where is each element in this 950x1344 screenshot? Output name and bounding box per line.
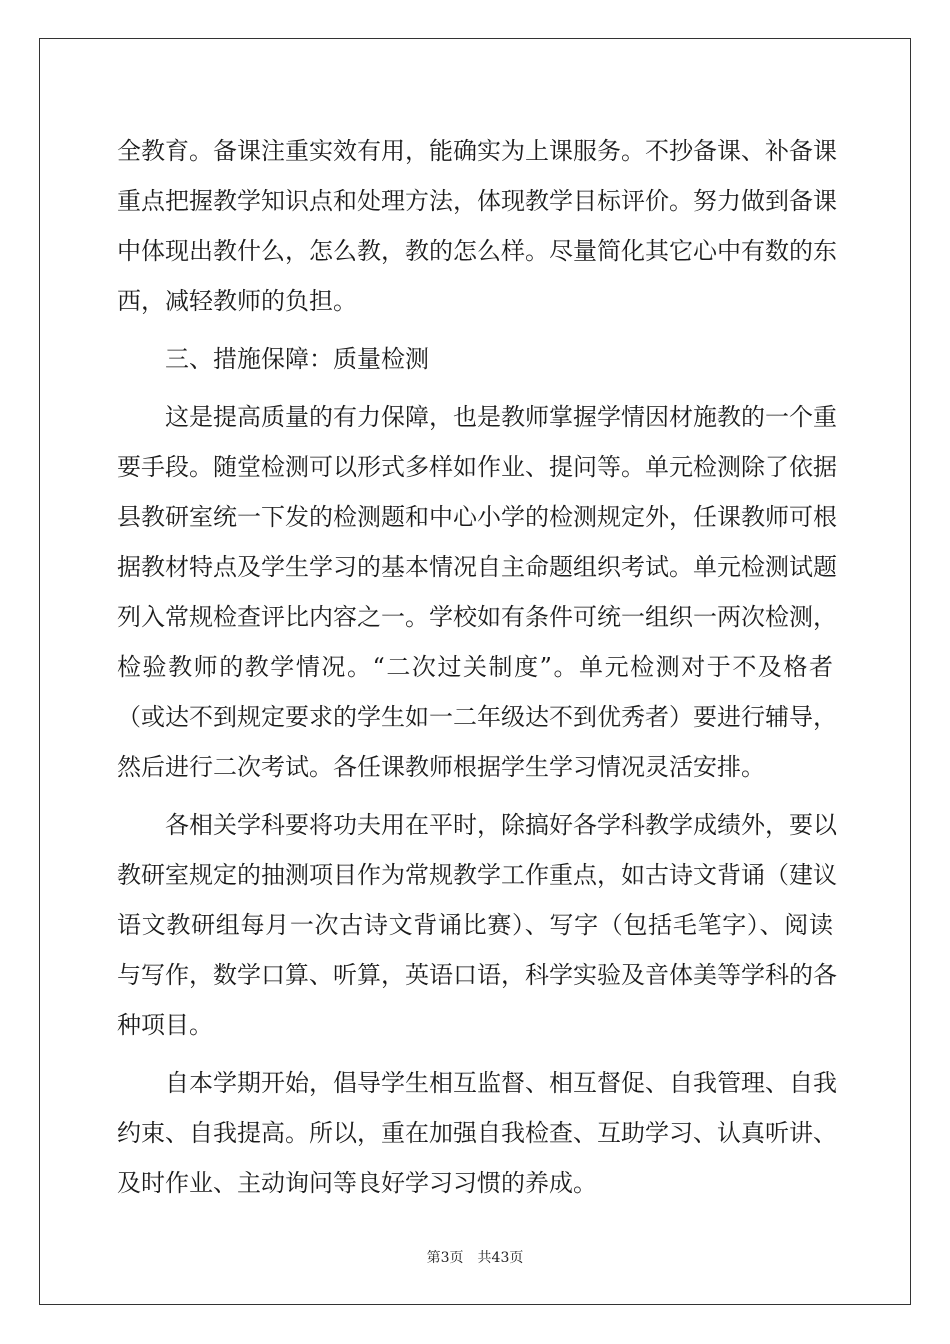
- text-line: 种项目。: [117, 1011, 213, 1039]
- document-body: [117, 126, 837, 1208]
- text-line: 检验教师的教学情况。“二次过关制度”。单元检测对于不及格者: [117, 653, 833, 681]
- text-line: 及时作业、主动询问等良好学习习惯的养成。: [117, 1169, 597, 1197]
- total-pages: 共43页: [477, 1250, 524, 1266]
- paragraph: [117, 800, 837, 1050]
- text-line: 自本学期开始，倡导学生相互监督、相互督促、自我管理、自我: [165, 1069, 837, 1097]
- heading-text: 三、措施保障：质量检测: [165, 345, 429, 373]
- text-line: （或达不到规定要求的学生如一二年级达不到优秀者）要进行辅导，: [117, 703, 837, 731]
- text-line: 语文教研组每月一次古诗文背诵比赛）、写字（包括毛笔字）、阅读: [117, 911, 833, 939]
- text-line: 约束、自我提高。所以，重在加强自我检查、互助学习、认真听讲、: [117, 1119, 837, 1147]
- text-line: 各相关学科要将功夫用在平时，除搞好各学科教学成绩外，要以: [165, 811, 837, 839]
- paragraph: [117, 126, 837, 326]
- text-line: 重点把握教学知识点和处理方法，体现教学目标评价。努力做到备课: [117, 187, 837, 215]
- text-line: 全教育。备课注重实效有用，能确实为上课服务。不抄备课、补备课: [117, 137, 837, 165]
- text-line: 列入常规检查评比内容之一。学校如有条件可统一组织一两次检测，: [117, 603, 837, 631]
- text-line: 然后进行二次考试。各任课教师根据学生学习情况灵活安排。: [117, 753, 765, 781]
- section-heading: [117, 334, 833, 384]
- text-line: 西，减轻教师的负担。: [117, 287, 357, 315]
- paragraph: [117, 1058, 837, 1208]
- text-line: 县教研室统一下发的检测题和中心小学的检测规定外，任课教师可根: [117, 503, 837, 531]
- text-line: 教研室规定的抽测项目作为常规教学工作重点，如古诗文背诵（建议: [117, 861, 837, 889]
- text-line: 与写作，数学口算、听算，英语口语，科学实验及音体美等学科的各: [117, 961, 837, 989]
- paragraph: [117, 392, 837, 792]
- text-line: 据教材特点及学生学习的基本情况自主命题组织考试。单元检测试题: [117, 553, 837, 581]
- text-line: 要手段。随堂检测可以形式多样如作业、提问等。单元检测除了依据: [117, 453, 837, 481]
- page-footer: [0, 1247, 950, 1267]
- text-line: 中体现出教什么，怎么教，教的怎么样。尽量简化其它心中有数的东: [117, 237, 837, 265]
- page-number: 第3页: [426, 1250, 464, 1266]
- text-line: 这是提高质量的有力保障，也是教师掌握学情因材施教的一个重: [165, 403, 837, 431]
